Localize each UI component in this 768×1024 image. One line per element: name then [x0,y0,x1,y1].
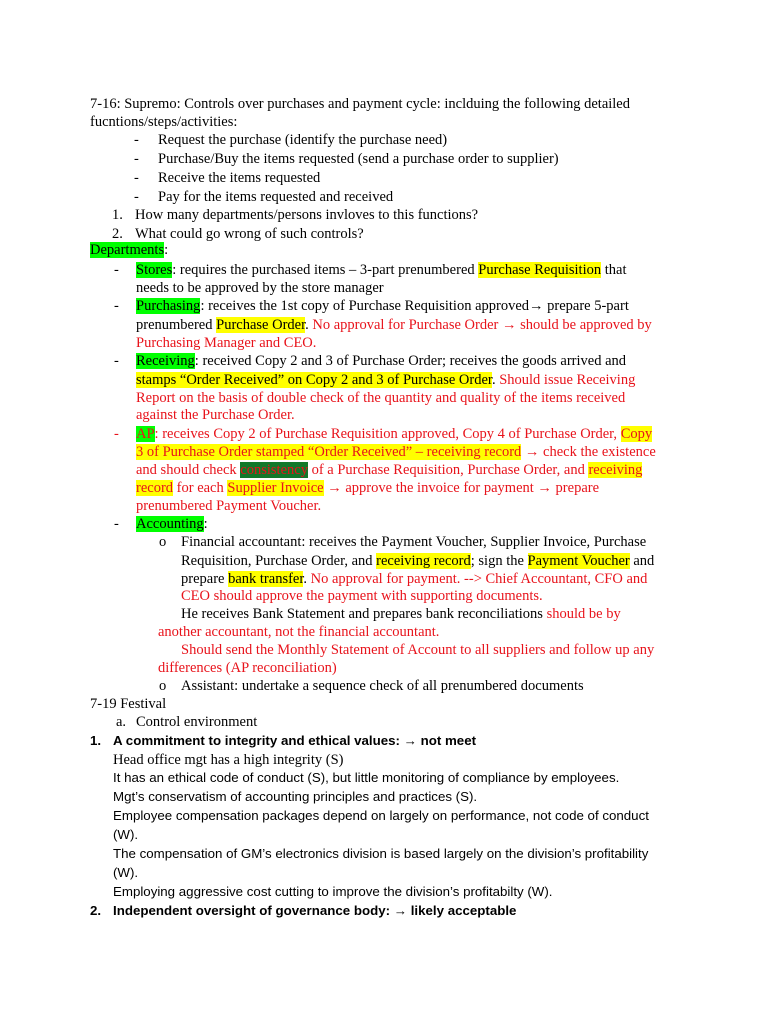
item1-line: Employee compensation packages depend on largely on performance, not code of conduct [113,808,649,823]
receiving-line-1: Receiving: received Copy 2 and 3 of Purchase Order; receives the goods arrived and [136,353,627,369]
financial-accountant-line-1: Financial accountant: receives the Payment Voucher, Supplier Invoice, Purchase [181,534,647,550]
departments-label: Departments [90,242,165,258]
item1-line: Mgt’s conservatism of accounting principles and practices (S). [113,789,478,804]
festival-sub-marker: a. [116,714,127,730]
item1-number: 1. [90,733,102,748]
purchasing-label: Purchasing [136,298,201,314]
step-item: Purchase/Buy the items requested (send a purchase order to supplier) [158,151,559,167]
item1-heading: A commitment to integrity and ethical values: → not meet [113,733,477,748]
receiving-line-4: against the Purchase Order. [136,407,295,423]
financial-accountant-line-8: differences (AP reconciliation) [158,660,337,676]
item1-line: Employing aggressive cost cutting to improve the division’s profitabilty (W). [113,884,553,899]
bullet-dash: - [114,516,119,532]
step-item: Request the purchase (identify the purchase need) [158,132,448,148]
question-number: 2. [112,226,123,242]
bullet-circle: o [159,534,167,550]
financial-accountant-line-4: CEO should approve the payment with supporting documents. [181,588,543,604]
financial-accountant-line-7: Should send the Monthly Statement of Account to all suppliers and follow up any [181,642,655,658]
financial-accountant-line-6: another accountant, not the financial accountant. [158,624,440,640]
item1-line: Head office mgt has a high integrity (S) [113,752,344,768]
item1-line: The compensation of GM’s electronics division is based largely on the division’s profitability [113,846,649,861]
question-item: What could go wrong of such controls? [135,226,364,242]
bullet-dash: - [134,170,139,186]
bullet-dash: - [114,426,119,442]
accounting-label: Accounting [136,516,204,532]
bullet-dash: - [114,262,119,278]
item2-heading: Independent oversight of governance body: → likely acceptable [113,903,517,918]
stores-line-2: needs to be approved by the store manager [136,280,384,296]
purchasing-line-3: Purchasing Manager and CEO. [136,335,317,351]
receiving-line-2: stamps “Order Received” on Copy 2 and 3 of Purchase Order. Should issue Receiving [136,372,636,388]
accounting-line: Accounting: [136,516,208,532]
ap-label: AP [136,426,155,442]
receiving-line-3: Report on the basis of double check of the quantity and quality of the items received [136,390,626,406]
item2-number: 2. [90,903,102,918]
receiving-label: Receiving [136,353,195,369]
ap-line-1: AP: receives Copy 2 of Purchase Requisition approved, Copy 4 of Purchase Order, Copy [136,426,653,442]
question-item: How many departments/persons invloves to this functions? [135,207,479,223]
ap-line-4: record for each Supplier Invoice → approve the invoice for payment → prepare [136,480,600,496]
bullet-circle: o [159,678,167,694]
ap-line-5: prenumbered Payment Voucher. [136,498,322,514]
intro-line-1: 7-16: Supremo: Controls over purchases and payment cycle: inclduing the following detailed [90,96,630,112]
ap-line-3: and should check consistency of a Purchase Requisition, Purchase Order, and receiving [136,462,643,478]
stores-label: Stores [136,262,173,278]
financial-accountant-line-3: prepare bank transfer. No approval for payment. --> Chief Accountant, CFO and [181,571,648,587]
item1-line: It has an ethical code of conduct (S), but little monitoring of compliance by employees. [113,770,620,785]
bullet-dash: - [114,298,119,314]
financial-accountant-line-2: Requisition, Purchase Order, and receiving record; sign the Payment Voucher and [181,553,655,569]
intro-line-2: fucntions/steps/activities: [90,114,238,130]
bullet-dash: - [134,151,139,167]
stores-line-1: Stores: requires the purchased items – 3-part prenumbered Purchase Requisition that [136,262,627,278]
festival-sub-heading: Control environment [136,714,258,730]
ap-line-2: 3 of Purchase Order stamped “Order Received” – receiving record → check the existence [136,444,656,460]
item1-line: (W). [113,865,139,880]
question-number: 1. [112,207,123,223]
purchasing-line-1: Purchasing: receives the 1st copy of Purchase Requisition approved→ prepare 5-part [136,298,629,314]
step-item: Pay for the items requested and received [158,189,394,205]
bullet-dash: - [134,189,139,205]
bullet-dash: - [134,132,139,148]
item1-line: (W). [113,827,139,842]
bullet-dash: - [114,353,119,369]
assistant-line: Assistant: undertake a sequence check of all prenumbered documents [181,678,584,694]
financial-accountant-line-5: He receives Bank Statement and prepares bank reconciliations should be by [181,606,621,622]
departments-heading: Departments: [90,242,169,258]
purchasing-line-2: prenumbered Purchase Order. No approval for Purchase Order → should be approved by [136,317,652,333]
festival-title: 7-19 Festival [90,696,167,712]
step-item: Receive the items requested [158,170,321,186]
